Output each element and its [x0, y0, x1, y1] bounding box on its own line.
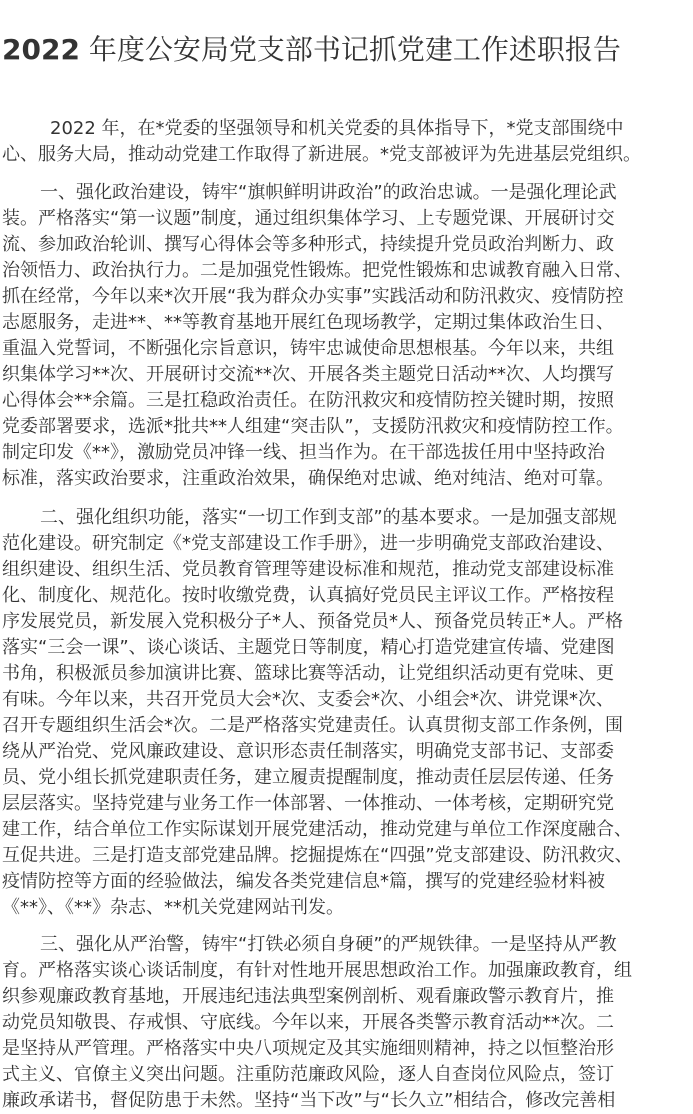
paragraph-line: 心、服务大局，推动动党建工作取得了新进展。*党支部被评为先进基层党组织。	[2, 144, 641, 165]
paragraph-line: 是坚持从严管理。严格落实中央八项规定及其实施细则精神，持之以恒整治形	[2, 1038, 614, 1059]
paragraph-line: 互促共进。三是打造支部党建品牌。挖掘提炼在“四强”党支部建设、防汛救灾、	[2, 845, 633, 866]
paragraph-line: 三、强化从严治警，铸牢“打铁必须自身硬”的严规铁律。一是坚持从严教	[40, 934, 617, 955]
paragraph-line: 化、制度化、规范化。按时收缴党费，认真搞好党员民主评议工作。严格按程	[2, 585, 614, 606]
paragraph-line: 织集体学习**次、开展研讨交流**次、开展各类主题党日活动**次、人均撰写	[2, 364, 614, 385]
paragraph-line: 抓在经常，今年以来*次开展“我为群众办实事”实践活动和防汛救灾、疫情防控	[2, 286, 624, 307]
paragraph-line: 范化建设。研究制定《*党支部建设工作手册》，进一步明确党支部政治建设、	[2, 533, 614, 554]
paragraph-intro	[2, 116, 641, 168]
paragraph-line: 心得体会**余篇。三是扛稳政治责任。在防汛救灾和疫情防控关键时期，按照	[2, 390, 614, 411]
paragraph-line: 治领悟力、政治执行力。二是加强党性锻炼。把党性锻炼和忠诚教育融入日常、	[2, 260, 632, 281]
paragraph-line: 志愿服务，走进**、**等教育基地开展红色现场教学，定期过集体政治生日、	[2, 312, 614, 333]
document-title	[2, 30, 621, 70]
paragraph-line: 书角，积极派员参加演讲比赛、篮球比赛等活动，让党组织活动更有党味、更	[2, 663, 614, 684]
paragraph-line: 式主义、官僚主义突出问题。注重防范廉政风险，逐人自查岗位风险点，签订	[2, 1064, 614, 1085]
paragraph-line: 育。严格落实谈心谈话制度，有针对性地开展思想政治工作。加强廉政教育，组	[2, 960, 632, 981]
paragraph-line: 一、强化政治建设，铸牢“旗帜鲜明讲政治”的政治忠诚。一是强化理论武	[40, 182, 617, 203]
paragraph-line: 重温入党誓词，不断强化宗旨意识，铸牢忠诚使命思想根基。今年以来，共组	[2, 338, 614, 359]
paragraph-line: 2022 年，在*党委的坚强领导和机关党委的具体指导下，*党支部围绕中	[50, 118, 624, 139]
paragraph-line: 制定印发《**》，激励党员冲锋一线、担当作为。在干部选拔任用中坚持政治	[2, 442, 605, 463]
paragraph-line: 装。严格落实“第一议题”制度，通过组织集体学习、上专题党课、开展研讨交	[2, 208, 615, 229]
paragraph-section-1	[2, 180, 632, 492]
paragraph-line: 二、强化组织功能，落实“一切工作到支部”的基本要求。一是加强支部规	[40, 507, 617, 528]
paragraph-section-3	[2, 932, 632, 1114]
paragraph-line: 建工作，结合单位工作实际谋划开展党建活动，推动党建与单位工作深度融合、	[2, 819, 632, 840]
paragraph-section-2	[2, 505, 633, 921]
document-title-text: 年度公安局党支部书记抓党建工作述职报告	[79, 33, 621, 66]
paragraph-line: 员、党小组长抓党建职责任务，建立履责提醒制度，推动责任层层传递、任务	[2, 767, 614, 788]
paragraph-line: 落实“三会一课”、谈心谈话、主题党日等制度，精心打造党建宣传墙、党建图	[2, 637, 615, 658]
paragraph-line: 标准，落实政治要求，注重政治效果，确保绝对忠诚、绝对纯洁、绝对可靠。	[2, 468, 614, 489]
paragraph-line: 序发展党员，新发展入党积极分子*人、预备党员*人、预备党员转正*人。严格	[2, 611, 623, 632]
document-title-year: 2022	[2, 33, 80, 66]
paragraph-line: 绕从严治党、党风廉政建设、意识形态责任制落实，明确党支部书记、支部委	[2, 741, 614, 762]
paragraph-line: 流、参加政治轮训、撰写心得体会等多种形式，持续提升党员政治判断力、政	[2, 234, 614, 255]
paragraph-line: 疫情防控等方面的经验做法，编发各类党建信息*篇，撰写的党建经验材料被	[2, 871, 605, 892]
paragraph-line: 《**》、《**》杂志、**机关党建网站刊发。	[2, 897, 344, 918]
paragraph-line: 党委部署要求，选派*批共**人组建“突击队”，支援防汛救灾和疫情防控工作。	[2, 416, 624, 437]
paragraph-line: 廉政承诺书，督促防患于未然。坚持“当下改”与“长久立”相结合，修改完善相	[2, 1090, 616, 1111]
paragraph-line: 组织建设、组织生活、党员教育管理等建设标准和规范，推动党支部建设标准	[2, 559, 614, 580]
paragraph-line: 有味。今年以来，共召开党员大会*次、支委会*次、小组会*次、讲党课*次、	[2, 689, 614, 710]
paragraph-line: 层层落实。坚持党建与业务工作一体部署、一体推动、一体考核，定期研究党	[2, 793, 614, 814]
paragraph-line: 织参观廉政教育基地，开展违纪违法典型案例剖析、观看廉政警示教育片，推	[2, 986, 614, 1007]
paragraph-line: 召开专题组织生活会*次。二是严格落实党建责任。认真贯彻支部工作条例，围	[2, 715, 623, 736]
paragraph-line: 动党员知敬畏、存戒惧、守底线。今年以来，开展各类警示教育活动**次。二	[2, 1012, 614, 1033]
